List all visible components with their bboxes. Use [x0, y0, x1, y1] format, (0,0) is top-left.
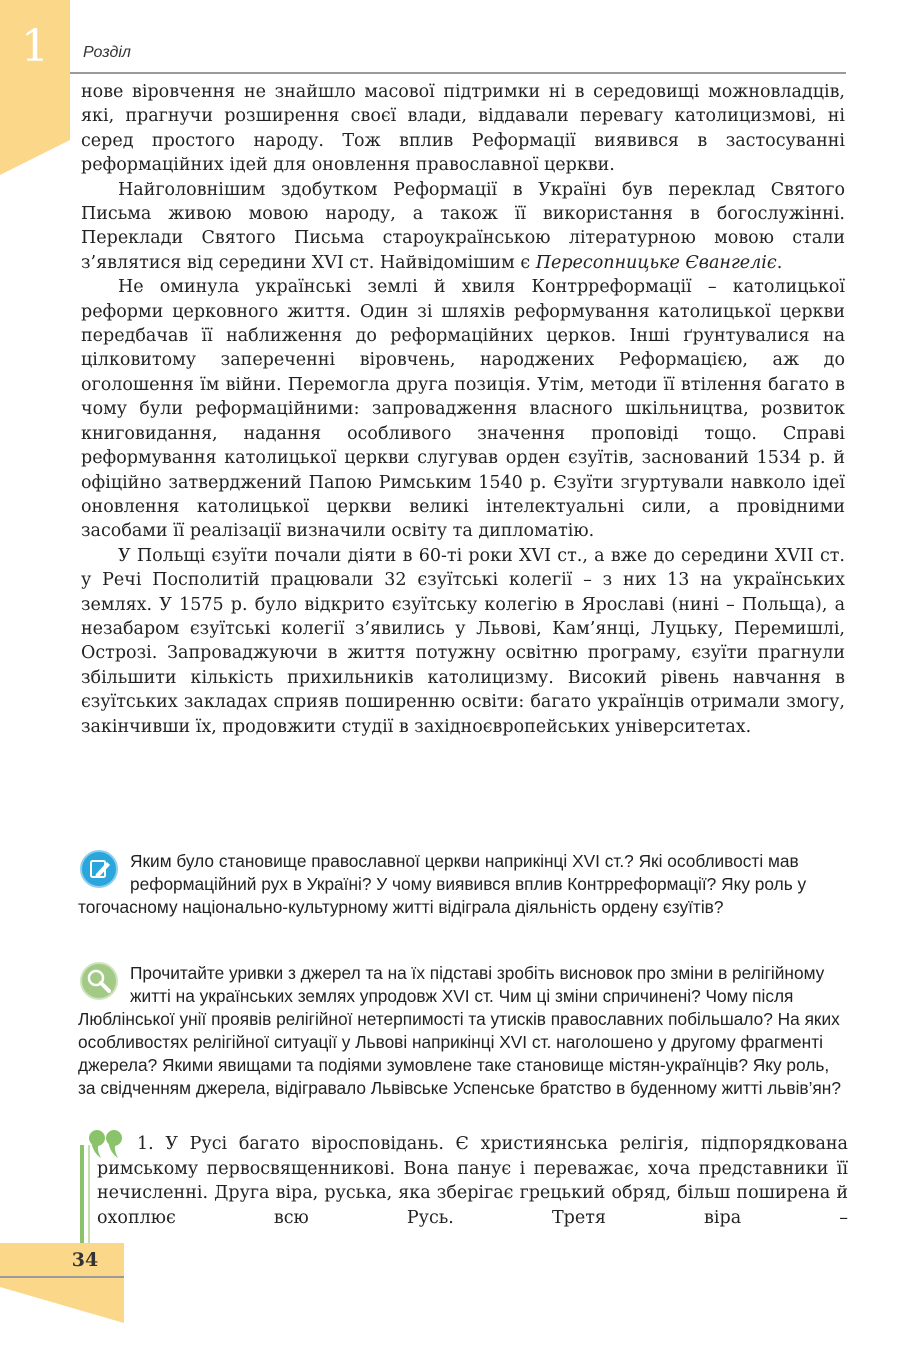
chapter-number: 1 — [21, 21, 49, 72]
paragraph: У Польщі єзуїти почали діяти в 60-ті роки XVI ст., а вже до середини XVII ст. у Речі Посполитій працювали 32 єзуїтські колегії – з них 13 на українських землях. У 1575 р. було відкрито єзуїтську колегію в Ярославі (нині – Польща), а незабаром єзуїтські колегії з’явились у Львові, Кам’янці, Луцьку, Перемишлі, Острозі. Запроваджуючи в життя потужну освітню програму, єзуїти прагнули збільшити кількість прихильників католицизму. Високий рівень навчання в єзуїтських закладах сприяв поширенню освіти: багато українців отримали змогу, закінчивши їх, продовжити студії в західноєвропейських університетах. — [81, 545, 845, 737]
section-label: Розділ — [83, 44, 131, 61]
header-divider — [70, 72, 846, 74]
sources-task — [78, 962, 848, 1100]
page-number: 34 — [71, 1249, 99, 1271]
paragraph: Не оминула українські землі й хвиля Контрреформації – католицької реформи церковного життя. Один зі шляхів реформування католицької церкви передбачав її наближення до реформаційних церков. Інші ґрунтувалися на цілковитому запереченні віровчень, народжених Реформацією, аж до оголошення їм війни. Перемогла друга позиція. Утім, методи її втілення багато в чому були реформаційними: запровадження власного шкільництва, розвиток книговидання, надання особливого значення проповіді тощо. Справі реформування католицької церкви слугував орден єзуїтів, заснований 1534 р. й офіційно затверджений Папою Римським 1540 р. Єзуїти згуртували навколо ідеї оновлення католицької церкви великі інтелектуальні сили, а провідними засобами її реалізації визначили освіту та дипломатію. — [81, 277, 845, 542]
questions-task — [78, 850, 848, 919]
footer-divider — [0, 1276, 124, 1278]
italic-title: Пересопницьке Євангеліє — [535, 252, 777, 273]
pencil-icon — [78, 850, 124, 892]
sources-text: Прочитайте уривки з джерел та на їх підставі зробіть висновок про зміни в релігійному житті на українських землях упродовж XVI ст. Чим ці зміни спричинені? Чому після Люблінської унії проявів релігійної нетерпимості та утисків православних побільшало? На яких особливостях релігійної ситуації у Львові наприкінці XVI ст. наголошено у другому фрагменті джерела? Якими явищами та подіями зумовлене таке становище містян-українців? Яку роль, за свідченням джерела, відігравало Львівське Успенське братство в буденному житті львів’ян? — [78, 963, 841, 1098]
source-quote — [80, 1125, 848, 1245]
paragraph-text: Найголовнішим здобутком Реформації в Україні був переклад Святого Письма живою мовою народу, а також її використання в богослужінні. Переклади Святого Письма староукраїнською літературною мовою стали з’являтися від середини XVI ст. Найвідомішим є — [81, 179, 845, 273]
magnifier-icon — [78, 962, 124, 1004]
main-text — [81, 80, 845, 739]
paragraph — [81, 178, 845, 276]
paragraph: нове віровчення не знайшло масової підтримки ні в середовищі можновладців, які, прагнучи розширення своєї влади, віддавали перевагу католицизмові, ні серед простого народу. Тож вплив Реформації виявився в застосуванні реформаційних ідей для оновлення православної церкви. — [81, 82, 845, 176]
questions-text: Яким було становище православної церкви наприкінці XVI ст.? Які особливості мав реформаційний рух в Україні? У чому виявився вплив Контрреформації? Яку роль у тогочасному національно-культурному житті відіграла діяльність ордену єзуїтів? — [78, 851, 807, 917]
quote-text: 1. У Русі багато віросповідань. Є християнська релігія, підпорядкована римському первосвященникові. Вона панує і переважає, хоча представники її нечисленні. Друга віра, руська, яка зберігає грецький обряд, більш поширена й охоплює всю Русь. Третя віра – — [97, 1134, 848, 1228]
italic-suffix: . — [776, 252, 783, 273]
quote-bar — [80, 1145, 84, 1245]
